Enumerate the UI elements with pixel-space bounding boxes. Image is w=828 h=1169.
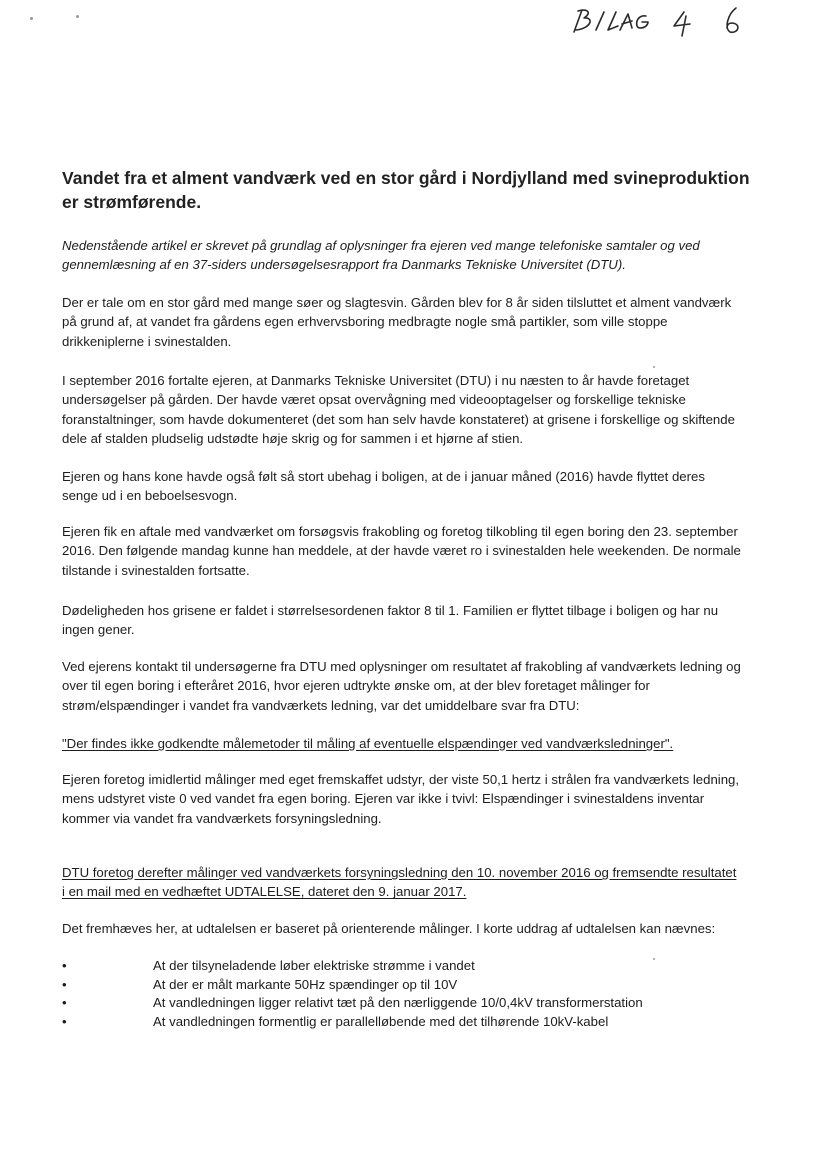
- paragraph-residence-discomfort: Ejeren og hans kone havde også følt så stort ubehag i boligen, at de i januar måned (2016) havde flyttet deres senge ud i en beboelsesvogn.: [62, 469, 705, 504]
- list-item: [62, 957, 742, 976]
- paragraph-disconnection: Ejeren fik en aftale med vandværket om forsøgsvis frakobling og foretog tilkobling til egen boring den 23. september 2016. Den følgende mandag kunne han meddele, at der havde været ro i svinestalden hele weekenden. De normale tilstande i svinestalden fortsatte.: [62, 524, 741, 578]
- bullet-icon: •: [62, 976, 67, 992]
- handwriting-drawing: [560, 2, 780, 44]
- list-item: [62, 994, 742, 1013]
- paragraph-dtu-investigation: I september 2016 fortalte ejeren, at Danmarks Tekniske Universitet (DTU) i nu næsten to år havde foretaget undersøgelser på gården. Der havde været opsat overvågning med videooptagelser og forskellige tekniske foranstaltninger, som havde dokumenteret (det som han selv havde konstateret) at grisene i forskellige og skiftende dele af stalden pludselig udstødte høje skrig og for sammen i et hjørne af stien.: [62, 373, 735, 446]
- scan-speck: [76, 15, 79, 18]
- document-title: Vandet fra et alment vandværk ved en stor gård i Nordjylland med svineproduktion er strømførende.: [62, 168, 750, 212]
- scan-speck: [653, 366, 655, 368]
- paragraph-mortality: Dødeligheden hos grisene er faldet i størrelsesordenen faktor 8 til 1. Familien er flyttet tilbage i boligen og har nu ingen gener.: [62, 603, 719, 638]
- list-item: [62, 1013, 742, 1032]
- bullet-icon: •: [62, 995, 67, 1010]
- list-item: [62, 976, 742, 995]
- bullet-icon: •: [62, 1013, 67, 1029]
- paragraph-farm-description: Der er tale om en stor gård med mange søer og slagtesvin. Gården blev for 8 år siden tilsluttet et alment vandværk på grund af, at vandet fra gårdens egen erhvervsboring medbragte nogle små partikler, som ville stoppe drikkeniplerne i svinestalden.: [62, 295, 732, 349]
- bullet-text: At vandledningen formentlig er parallelløbende med det tilhørende 10kV-kabel: [153, 1013, 609, 1029]
- paragraph-owner-measurements: Ejeren foretog imidlertid målinger med eget fremskaffet udstyr, der viste 50,1 hertz i strålen fra vandværkets ledning, mens udstyret viste 0 ved vandet fra egen boring. Ejeren var ikke i tvivl: Elspændinger i svinestaldens inventar kommer via vandet fra vandværkets forsyningsledning.: [62, 772, 740, 826]
- paragraph-statement-intro: Det fremhæves her, at udtalelsen er baseret på orienterende målinger. I korte uddrag af udtalelsen kan nævnes:: [62, 921, 716, 936]
- bullet-text: At der tilsyneladende løber elektriske strømme i vandet: [153, 958, 475, 973]
- quote-dtu-response: "Der findes ikke godkendte målemetoder til måling af eventuelle elspændinger ved vandværksledninger".: [62, 736, 674, 751]
- handwritten-annotation: [560, 2, 780, 44]
- bullet-text: At der er målt markante 50Hz spændinger op til 10V: [153, 976, 458, 992]
- bullet-text: At vandledningen ligger relativt tæt på den nærliggende 10/0,4kV transformerstation: [153, 995, 643, 1010]
- paragraph-dtu-measurements: DTU foretog derefter målinger ved vandværkets forsyningsledning den 10. november 2016 og fremsendte resultatet i en mail med en vedhæftet UDTALELSE, dateret den 9. januar 2017.: [62, 865, 737, 900]
- statement-bullet-list: [62, 957, 742, 1031]
- bullet-icon: •: [62, 958, 67, 973]
- intro-paragraph: Nedenstående artikel er skrevet på grundlag af oplysninger fra ejeren ved mange telefoniske samtaler og ved gennemlæsning af en 37-siders undersøgelsesrapport fra Danmarks Tekniske Universitet (DTU).: [62, 238, 700, 273]
- scan-speck: [30, 17, 33, 20]
- paragraph-dtu-contact: Ved ejerens kontakt til undersøgerne fra DTU med oplysninger om resultatet af frakobling af vandværkets ledning og over til egen boring i efteråret 2016, hvor ejeren udtrykte ønske om, at der blev foretaget målinger for strøm/elspændinger i vandet fra vandværkets ledning, var det umiddelbare svar fra DTU:: [62, 659, 741, 713]
